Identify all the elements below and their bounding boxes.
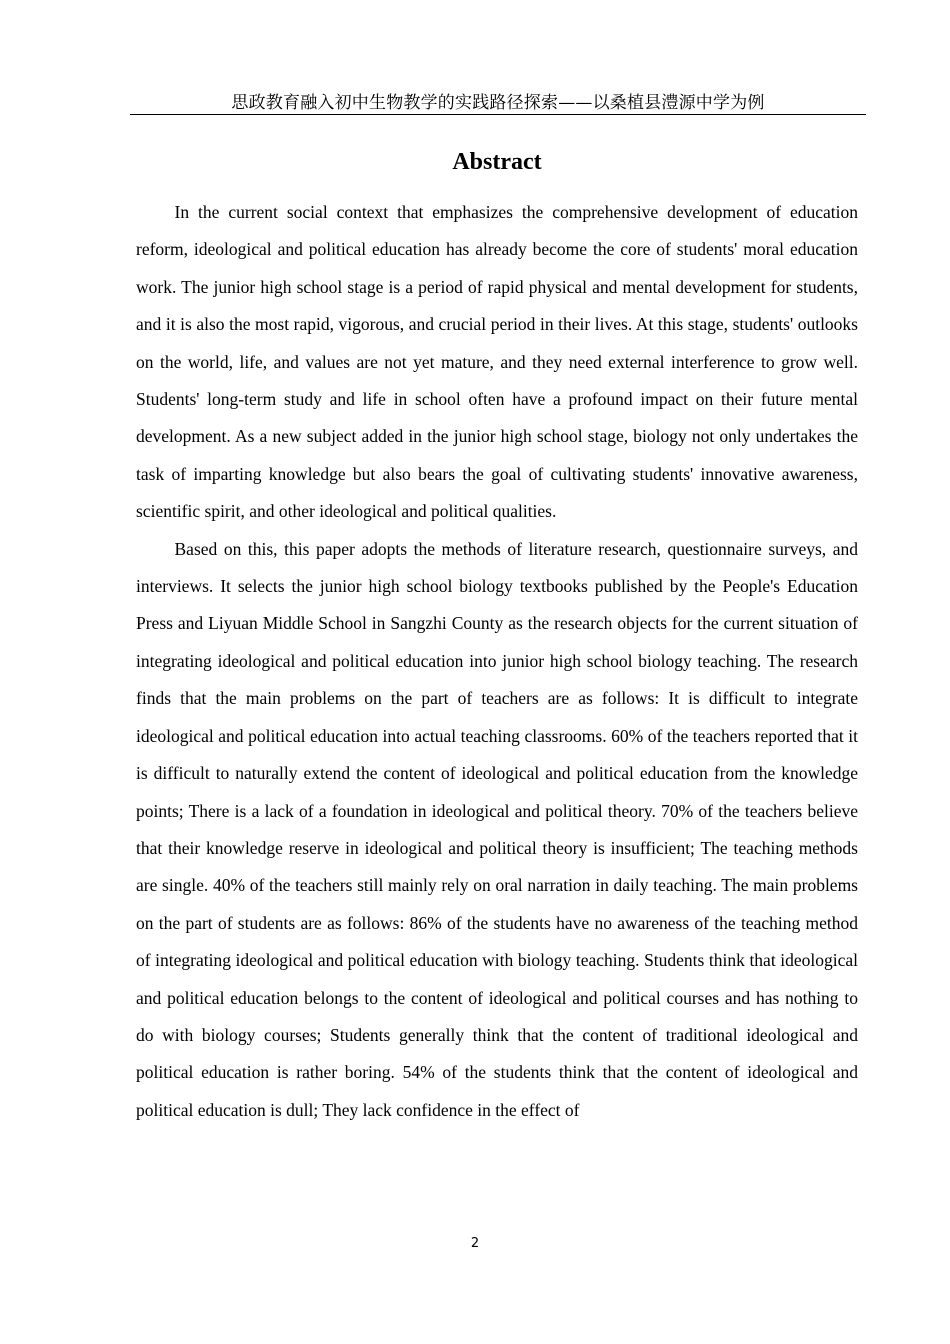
header-rule <box>130 114 866 115</box>
running-header: 思政教育融入初中生物教学的实践路径探索——以桑植县澧源中学为例 <box>231 93 765 113</box>
abstract-paragraph-2: Based on this, this paper adopts the methods of literature research, questionnaire surveys, and interviews. It selects the junior high school biology textbooks published by the People's Education Press and Liyuan Middle School in Sangzhi County as the research objects for the current situation of integrating ideological and political education into junior high school biology teaching. The research finds that the main problems on the part of teachers are as follows: It is difficult to integrate ideological and political education into actual teaching classrooms. 60% of the teachers reported that it is difficult to naturally extend the content of ideological and political education from the knowledge points; There is a lack of a foundation in ideological and political theory. 70% of the teachers believe that their knowledge reserve in ideological and political theory is insufficient; The teaching methods are single. 40% of the teachers still mainly rely on oral narration in daily teaching. The main problems on the part of students are as follows: 86% of the students have no awareness of the teaching method of integrating ideological and political education with biology teaching. Students think that ideological and political education belongs to the content of ideological and political courses and has nothing to do with biology courses; Students generally think that the content of traditional ideological and political education is rather boring. 54% of the students think that the content of ideological and political education is dull; They lack confidence in the effect of <box>136 538 858 1120</box>
abstract-body <box>136 194 858 1129</box>
abstract-paragraph-1: In the current social context that emphasizes the comprehensive development of education reform, ideological and political education has already become the core of students' moral education work. The junior high school stage is a period of rapid physical and mental development for students, and it is also the most rapid, vigorous, and crucial period in their lives. At this stage, students' outlooks on the world, life, and values are not yet mature, and they need external interference to grow well. Students' long-term study and life in school often have a profound impact on their future mental development. As a new subject added in the junior high school stage, biology not only undertakes the task of imparting knowledge but also bears the goal of cultivating students' innovative awareness, scientific spirit, and other ideological and political qualities. <box>136 202 858 522</box>
page-number: 2 <box>470 1236 480 1251</box>
abstract-title: Abstract <box>452 149 542 175</box>
